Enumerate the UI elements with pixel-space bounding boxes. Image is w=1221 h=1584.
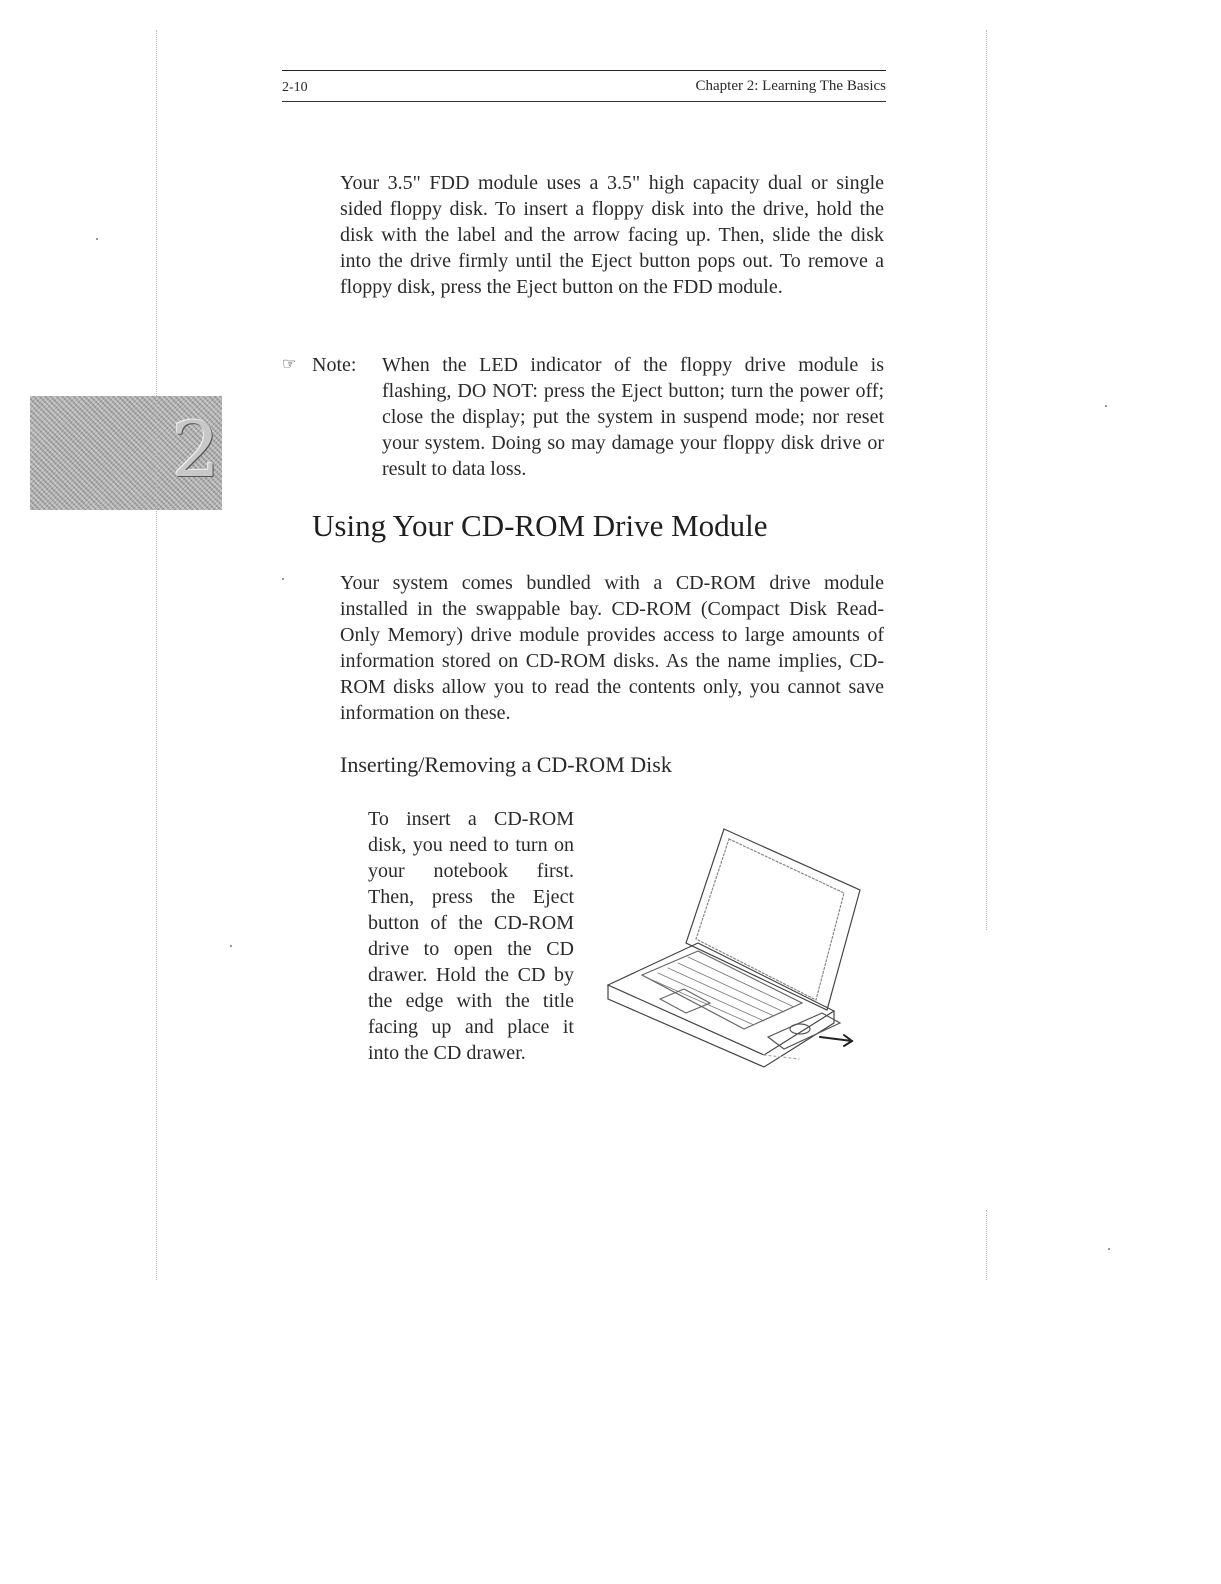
subsection-heading: Inserting/Removing a CD-ROM Disk — [340, 752, 672, 777]
page-header — [282, 70, 886, 102]
insert-cd-paragraph: To insert a CD-ROM disk, you need to turn on your notebook first. Then, press the Eject button of the CD-ROM drive to open the CD drawer. Hold the CD by the edge with the title facing up and place it into the CD drawer. — [368, 808, 574, 1064]
right-margin-guide-lower — [986, 1210, 987, 1280]
pointing-hand-icon: ☞ — [282, 356, 297, 373]
page-number: 2-10 — [282, 80, 308, 95]
notebook-cdrom-icon — [594, 815, 866, 1077]
note-text: When the LED indicator of the floppy drive module is flashing, DO NOT: press the Eject button; turn the power off; close the display; put the system in suspend mode; nor reset your system. Doing so may damage your floppy disk drive or result to data loss. — [382, 354, 884, 480]
right-margin-guide — [986, 30, 987, 930]
left-margin-guide — [156, 30, 157, 1280]
chapter-tab-number: 2 — [171, 405, 220, 494]
fdd-paragraph: Your 3.5" FDD module uses a 3.5" high capacity dual or single sided floppy disk. To insert a floppy disk into the drive, hold the disk with the label and the arrow facing up. Then, slide the disk into the drive firmly until the Eject button pops out. To remove a floppy disk, press the Eject button on the FDD module. — [340, 172, 884, 298]
note-label: Note: — [312, 354, 357, 376]
scan-dot — [230, 945, 232, 947]
cdrom-paragraph: Your system comes bundled with a CD-ROM drive module installed in the swappable bay. CD-ROM (Compact Disk Read-Only Memory) drive module provides access to large amounts of information stored on CD-ROM disks. As the name implies, CD-ROM disks allow you to read the contents only, you cannot save information on these. — [340, 572, 884, 724]
scan-dot — [1108, 1248, 1110, 1250]
scan-dot — [282, 578, 284, 580]
section-heading: Using Your CD-ROM Drive Module — [312, 508, 768, 543]
scan-dot — [1105, 405, 1107, 407]
scan-dot — [96, 238, 98, 240]
chapter-thumb-tab — [30, 396, 222, 510]
running-title: Chapter 2: Learning The Basics — [695, 78, 886, 94]
